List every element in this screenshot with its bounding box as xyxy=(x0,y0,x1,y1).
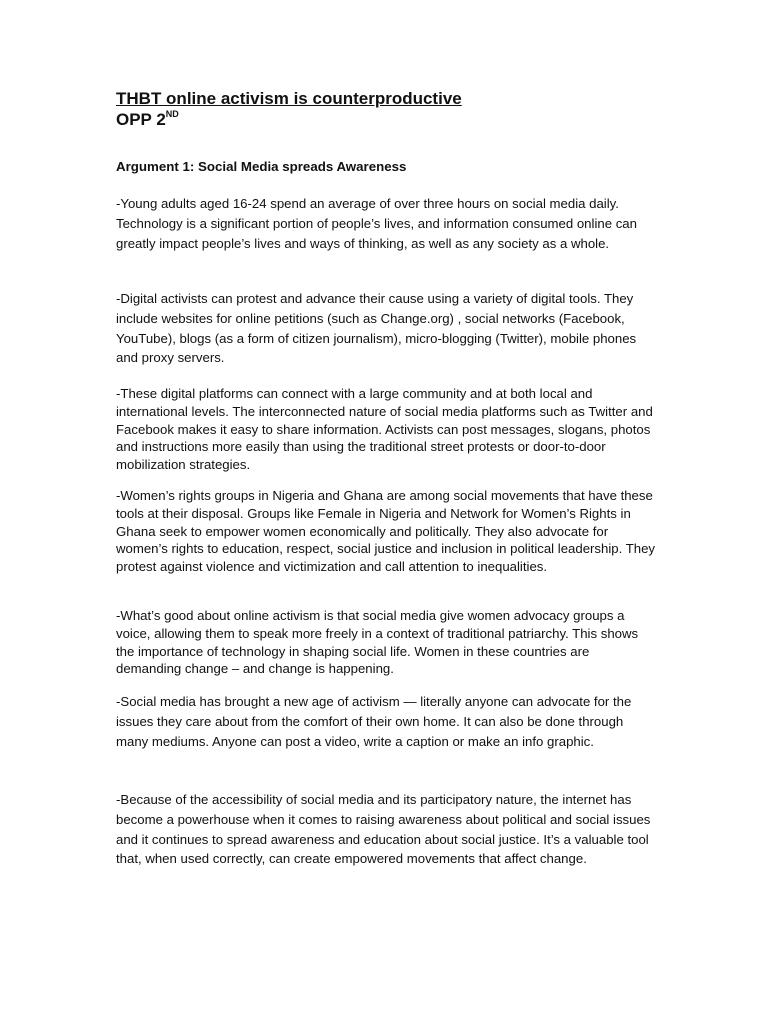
paragraph-2: -Digital activists can protest and advance their cause using a variety of digital tools. They include websites for online petitions (such as Change.org) , social networks (Facebook, YouTube), blogs (as a form of citizen journalism), micro-blogging (Twitter), mobile phones and proxy servers. xyxy=(116,291,637,366)
paragraph-5: -What’s good about online activism is that social media give women advocacy groups a voice, allowing them to speak more freely in a context of traditional patriarchy. This shows the importance of technology in shaping social life. Women in these countries are demanding change – and change is happening. xyxy=(116,608,639,677)
document-title: THBT online activism is counterproductive xyxy=(116,89,462,108)
paragraph-3: -These digital platforms can connect with a large community and at both local and international levels. The interconnected nature of social media platforms such as Twitter and Facebook makes it easy to share information. Activists can post messages, slogans, photos and instructions more easily than using the traditional street protests or door-to-door mobilization strategies. xyxy=(116,386,653,473)
subtitle-superscript: ND xyxy=(165,109,179,119)
argument-heading: Argument 1: Social Media spreads Awareness xyxy=(116,159,407,174)
paragraph-4: -Women’s rights groups in Nigeria and Ghana are among social movements that have these tools at their disposal. Groups like Female in Nigeria and Network for Women’s Rights in Ghana seek to empower women economically and politically. They also advocate for women’s rights to education, respect, social justice and inclusion in political leadership. They protest against violence and victimization and call attention to inequalities. xyxy=(116,488,656,575)
paragraph-7: -Because of the accessibility of social media and its participatory nature, the internet has become a powerhouse when it comes to raising awareness about political and social issues and it continues to spread awareness and education about social justice. It’s a valuable tool that, when used correctly, can create empowered movements that affect change. xyxy=(116,792,651,867)
subtitle-text: OPP 2 xyxy=(116,110,166,129)
document-page xyxy=(116,88,656,867)
paragraph-1: -Young adults aged 16-24 spend an average of over three hours on social media daily. Technology is a significant portion of people’s lives, and information consumed online can greatly impact people’s lives and ways of thinking, as well as any society as a whole. xyxy=(116,196,637,251)
document-subtitle xyxy=(116,109,656,130)
paragraph-6: -Social media has brought a new age of activism — literally anyone can advocate for the issues they care about from the comfort of their own home. It can also be done through many mediums. Anyone can post a video, write a caption or make an info graphic. xyxy=(116,694,632,749)
